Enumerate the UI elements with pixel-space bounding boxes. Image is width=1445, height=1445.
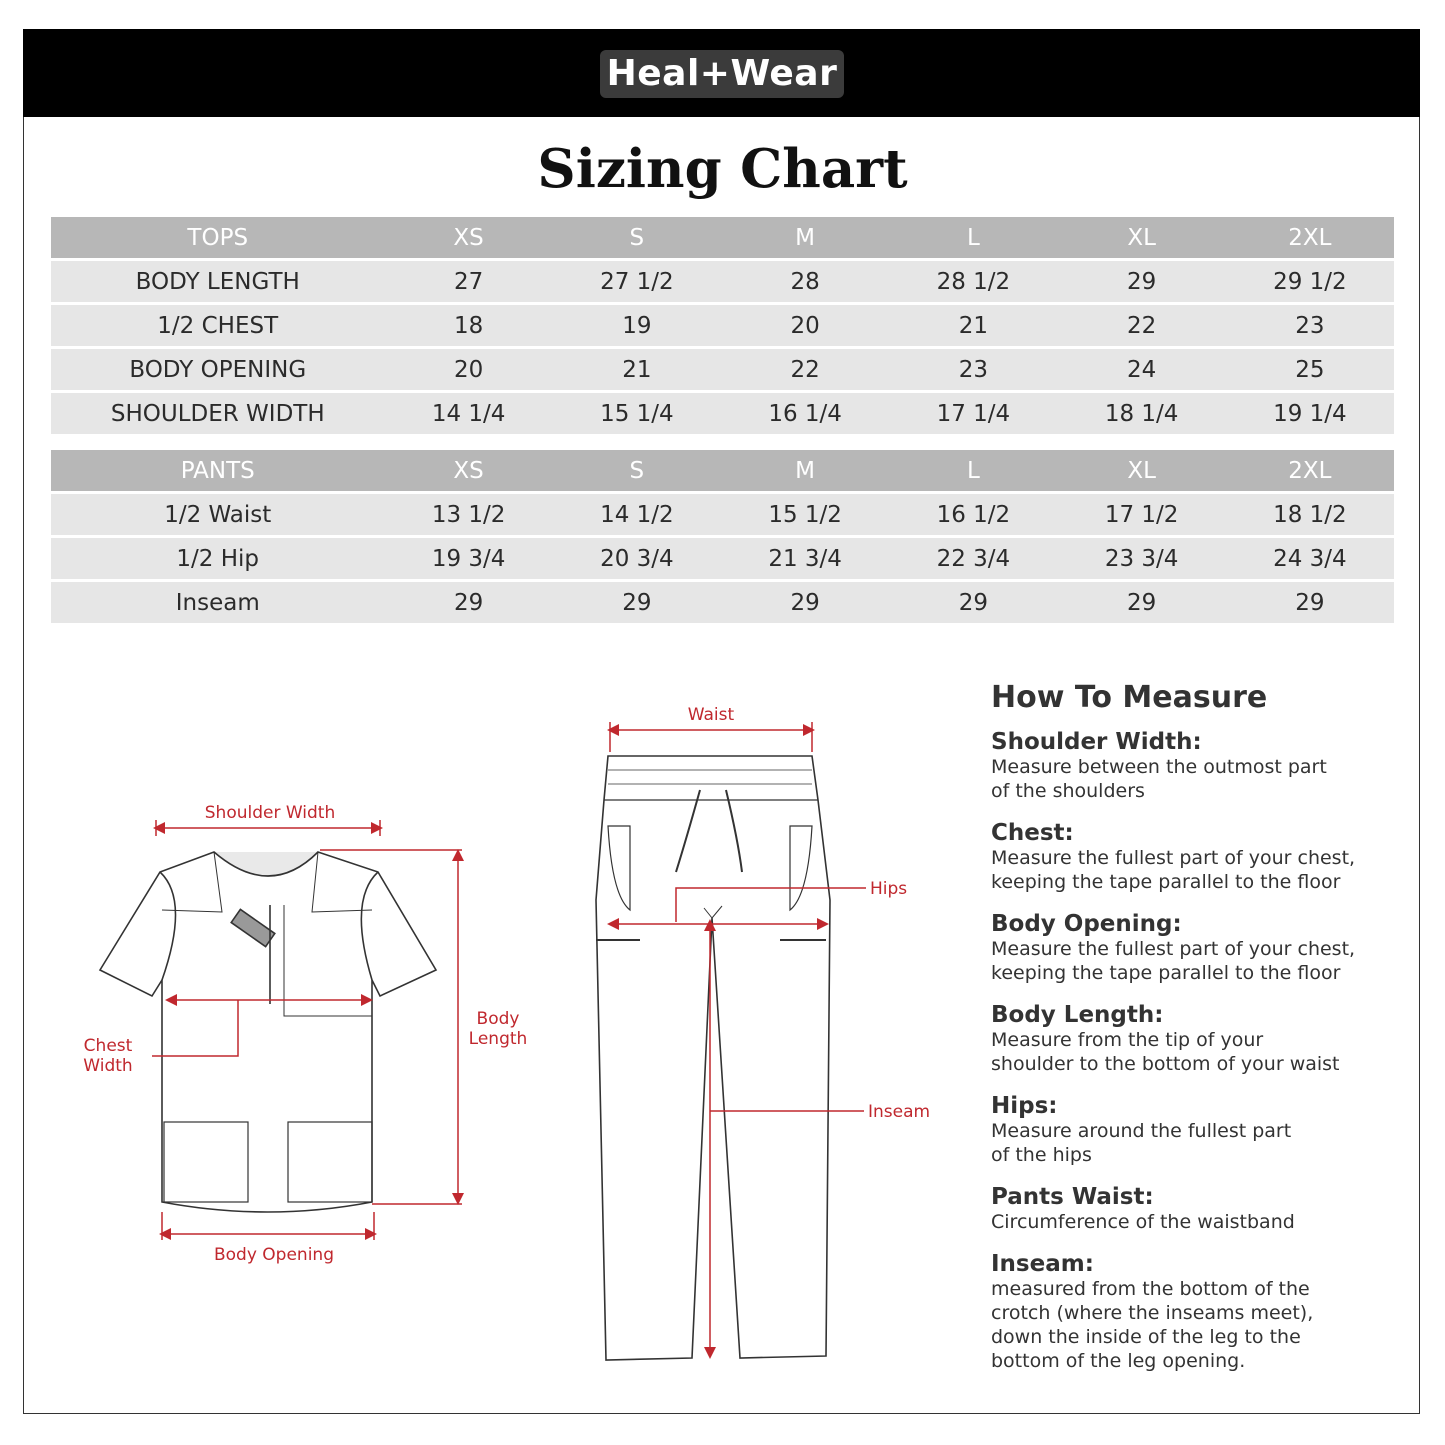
table-cell: 29 xyxy=(1226,582,1394,623)
table-cell: 16 1/2 xyxy=(889,494,1057,535)
tops-size-table xyxy=(51,214,1394,437)
pants-illustration xyxy=(596,756,830,1360)
table-cell: 27 1/2 xyxy=(553,261,721,302)
table-cell: 15 1/4 xyxy=(553,393,721,434)
table-cell: 29 xyxy=(721,582,889,623)
table-row xyxy=(51,538,1394,579)
table-row xyxy=(51,393,1394,434)
table-cell: 19 xyxy=(553,305,721,346)
header-cell: XL xyxy=(1057,450,1225,491)
row-label: SHOULDER WIDTH xyxy=(51,393,384,434)
measure-item-title: Inseam: xyxy=(991,1251,1094,1277)
measure-item-title: Shoulder Width: xyxy=(991,729,1202,755)
table-cell: 18 xyxy=(384,305,552,346)
chest-width-label-line2: Width xyxy=(83,1056,133,1076)
shoulder-width-label: Shoulder Width xyxy=(204,803,336,823)
chest-width-label-line1: Chest xyxy=(83,1036,133,1056)
table-header-row xyxy=(51,217,1394,258)
table-cell: 19 1/4 xyxy=(1226,393,1394,434)
table-cell: 29 xyxy=(1057,582,1225,623)
measure-item xyxy=(991,820,1391,894)
table-cell: 19 3/4 xyxy=(384,538,552,579)
header-cell: S xyxy=(553,450,721,491)
table-cell: 22 xyxy=(721,349,889,390)
measure-item-title: Body Length: xyxy=(991,1002,1164,1028)
scrub-top-illustration xyxy=(100,852,436,1212)
how-to-measure-heading: How To Measure xyxy=(991,680,1268,715)
inseam-label: Inseam xyxy=(868,1102,931,1122)
table-cell: 15 1/2 xyxy=(721,494,889,535)
measure-item-text: Measure around the fullest part of the hips xyxy=(991,1120,1292,1166)
body-opening-label: Body Opening xyxy=(213,1245,335,1265)
table-cell: 20 xyxy=(384,349,552,390)
measure-item xyxy=(991,911,1391,985)
header-cell: L xyxy=(889,217,1057,258)
table-cell: 18 1/4 xyxy=(1057,393,1225,434)
table-cell: 16 1/4 xyxy=(721,393,889,434)
garment-measure-diagrams xyxy=(0,640,960,1380)
table-cell: 23 xyxy=(1226,305,1394,346)
row-label: 1/2 Hip xyxy=(51,538,384,579)
table-cell: 22 xyxy=(1057,305,1225,346)
table-cell: 23 3/4 xyxy=(1057,538,1225,579)
measure-item-text: Measure from the tip of your shoulder to the bottom of your waist xyxy=(991,1029,1340,1075)
table-cell: 21 xyxy=(553,349,721,390)
header-cell: L xyxy=(889,450,1057,491)
header-cell: XS xyxy=(384,450,552,491)
header-cell: PANTS xyxy=(51,450,384,491)
header-cell: XS xyxy=(384,217,552,258)
table-row xyxy=(51,261,1394,302)
table-cell: 28 xyxy=(721,261,889,302)
row-label: 1/2 Waist xyxy=(51,494,384,535)
measure-item-text: measured from the bottom of the crotch (where the inseams meet), down the inside of the leg to the bottom of the leg opening. xyxy=(991,1278,1314,1372)
row-label: 1/2 CHEST xyxy=(51,305,384,346)
header-cell: 2XL xyxy=(1226,217,1394,258)
measure-item-title: Pants Waist: xyxy=(991,1184,1154,1210)
header-cell: 2XL xyxy=(1226,450,1394,491)
table-row xyxy=(51,494,1394,535)
body-length-label-line1: Body xyxy=(476,1009,520,1029)
header-cell: XL xyxy=(1057,217,1225,258)
table-cell: 14 1/4 xyxy=(384,393,552,434)
pants-size-table xyxy=(51,447,1394,626)
table-cell: 28 1/2 xyxy=(889,261,1057,302)
table-header-row xyxy=(51,450,1394,491)
row-label: BODY OPENING xyxy=(51,349,384,390)
row-label: BODY LENGTH xyxy=(51,261,384,302)
table-cell: 21 3/4 xyxy=(721,538,889,579)
table-cell: 17 1/4 xyxy=(889,393,1057,434)
measure-item-text: Circumference of the waistband xyxy=(991,1211,1295,1233)
header-cell: TOPS xyxy=(51,217,384,258)
measure-item-text: Measure between the outmost part of the shoulders xyxy=(991,756,1327,802)
measure-item-text: Measure the fullest part of your chest, keeping the tape parallel to the floor xyxy=(991,847,1356,893)
table-cell: 24 3/4 xyxy=(1226,538,1394,579)
table-cell: 20 xyxy=(721,305,889,346)
table-cell: 18 1/2 xyxy=(1226,494,1394,535)
table-row xyxy=(51,582,1394,623)
brand-logo: Heal+Wear xyxy=(600,50,844,98)
table-cell: 17 1/2 xyxy=(1057,494,1225,535)
table-cell: 25 xyxy=(1226,349,1394,390)
measure-item xyxy=(991,1184,1391,1234)
waist-label: Waist xyxy=(687,705,735,725)
row-label: Inseam xyxy=(51,582,384,623)
table-cell: 24 xyxy=(1057,349,1225,390)
table-cell: 23 xyxy=(889,349,1057,390)
how-to-measure-panel xyxy=(991,680,1391,1390)
table-cell: 20 3/4 xyxy=(553,538,721,579)
body-length-label-line2: Length xyxy=(468,1029,528,1049)
table-row xyxy=(51,305,1394,346)
header-cell: M xyxy=(721,450,889,491)
hips-label: Hips xyxy=(870,879,908,899)
measure-item xyxy=(991,1093,1391,1167)
table-row xyxy=(51,349,1394,390)
table-cell: 29 xyxy=(553,582,721,623)
measure-item xyxy=(991,1251,1391,1373)
table-cell: 29 xyxy=(889,582,1057,623)
header-cell: M xyxy=(721,217,889,258)
table-cell: 29 xyxy=(384,582,552,623)
table-cell: 27 xyxy=(384,261,552,302)
table-cell: 14 1/2 xyxy=(553,494,721,535)
page-title: Sizing Chart xyxy=(537,138,908,200)
measure-item-text: Measure the fullest part of your chest, keeping the tape parallel to the floor xyxy=(991,938,1356,984)
table-cell: 13 1/2 xyxy=(384,494,552,535)
table-cell: 29 1/2 xyxy=(1226,261,1394,302)
measure-item-title: Body Opening: xyxy=(991,911,1182,937)
header-cell: S xyxy=(553,217,721,258)
measure-item xyxy=(991,729,1391,803)
measure-item xyxy=(991,1002,1391,1076)
measure-item-title: Hips: xyxy=(991,1093,1058,1119)
table-cell: 21 xyxy=(889,305,1057,346)
table-cell: 22 3/4 xyxy=(889,538,1057,579)
table-cell: 29 xyxy=(1057,261,1225,302)
measure-item-title: Chest: xyxy=(991,820,1074,846)
